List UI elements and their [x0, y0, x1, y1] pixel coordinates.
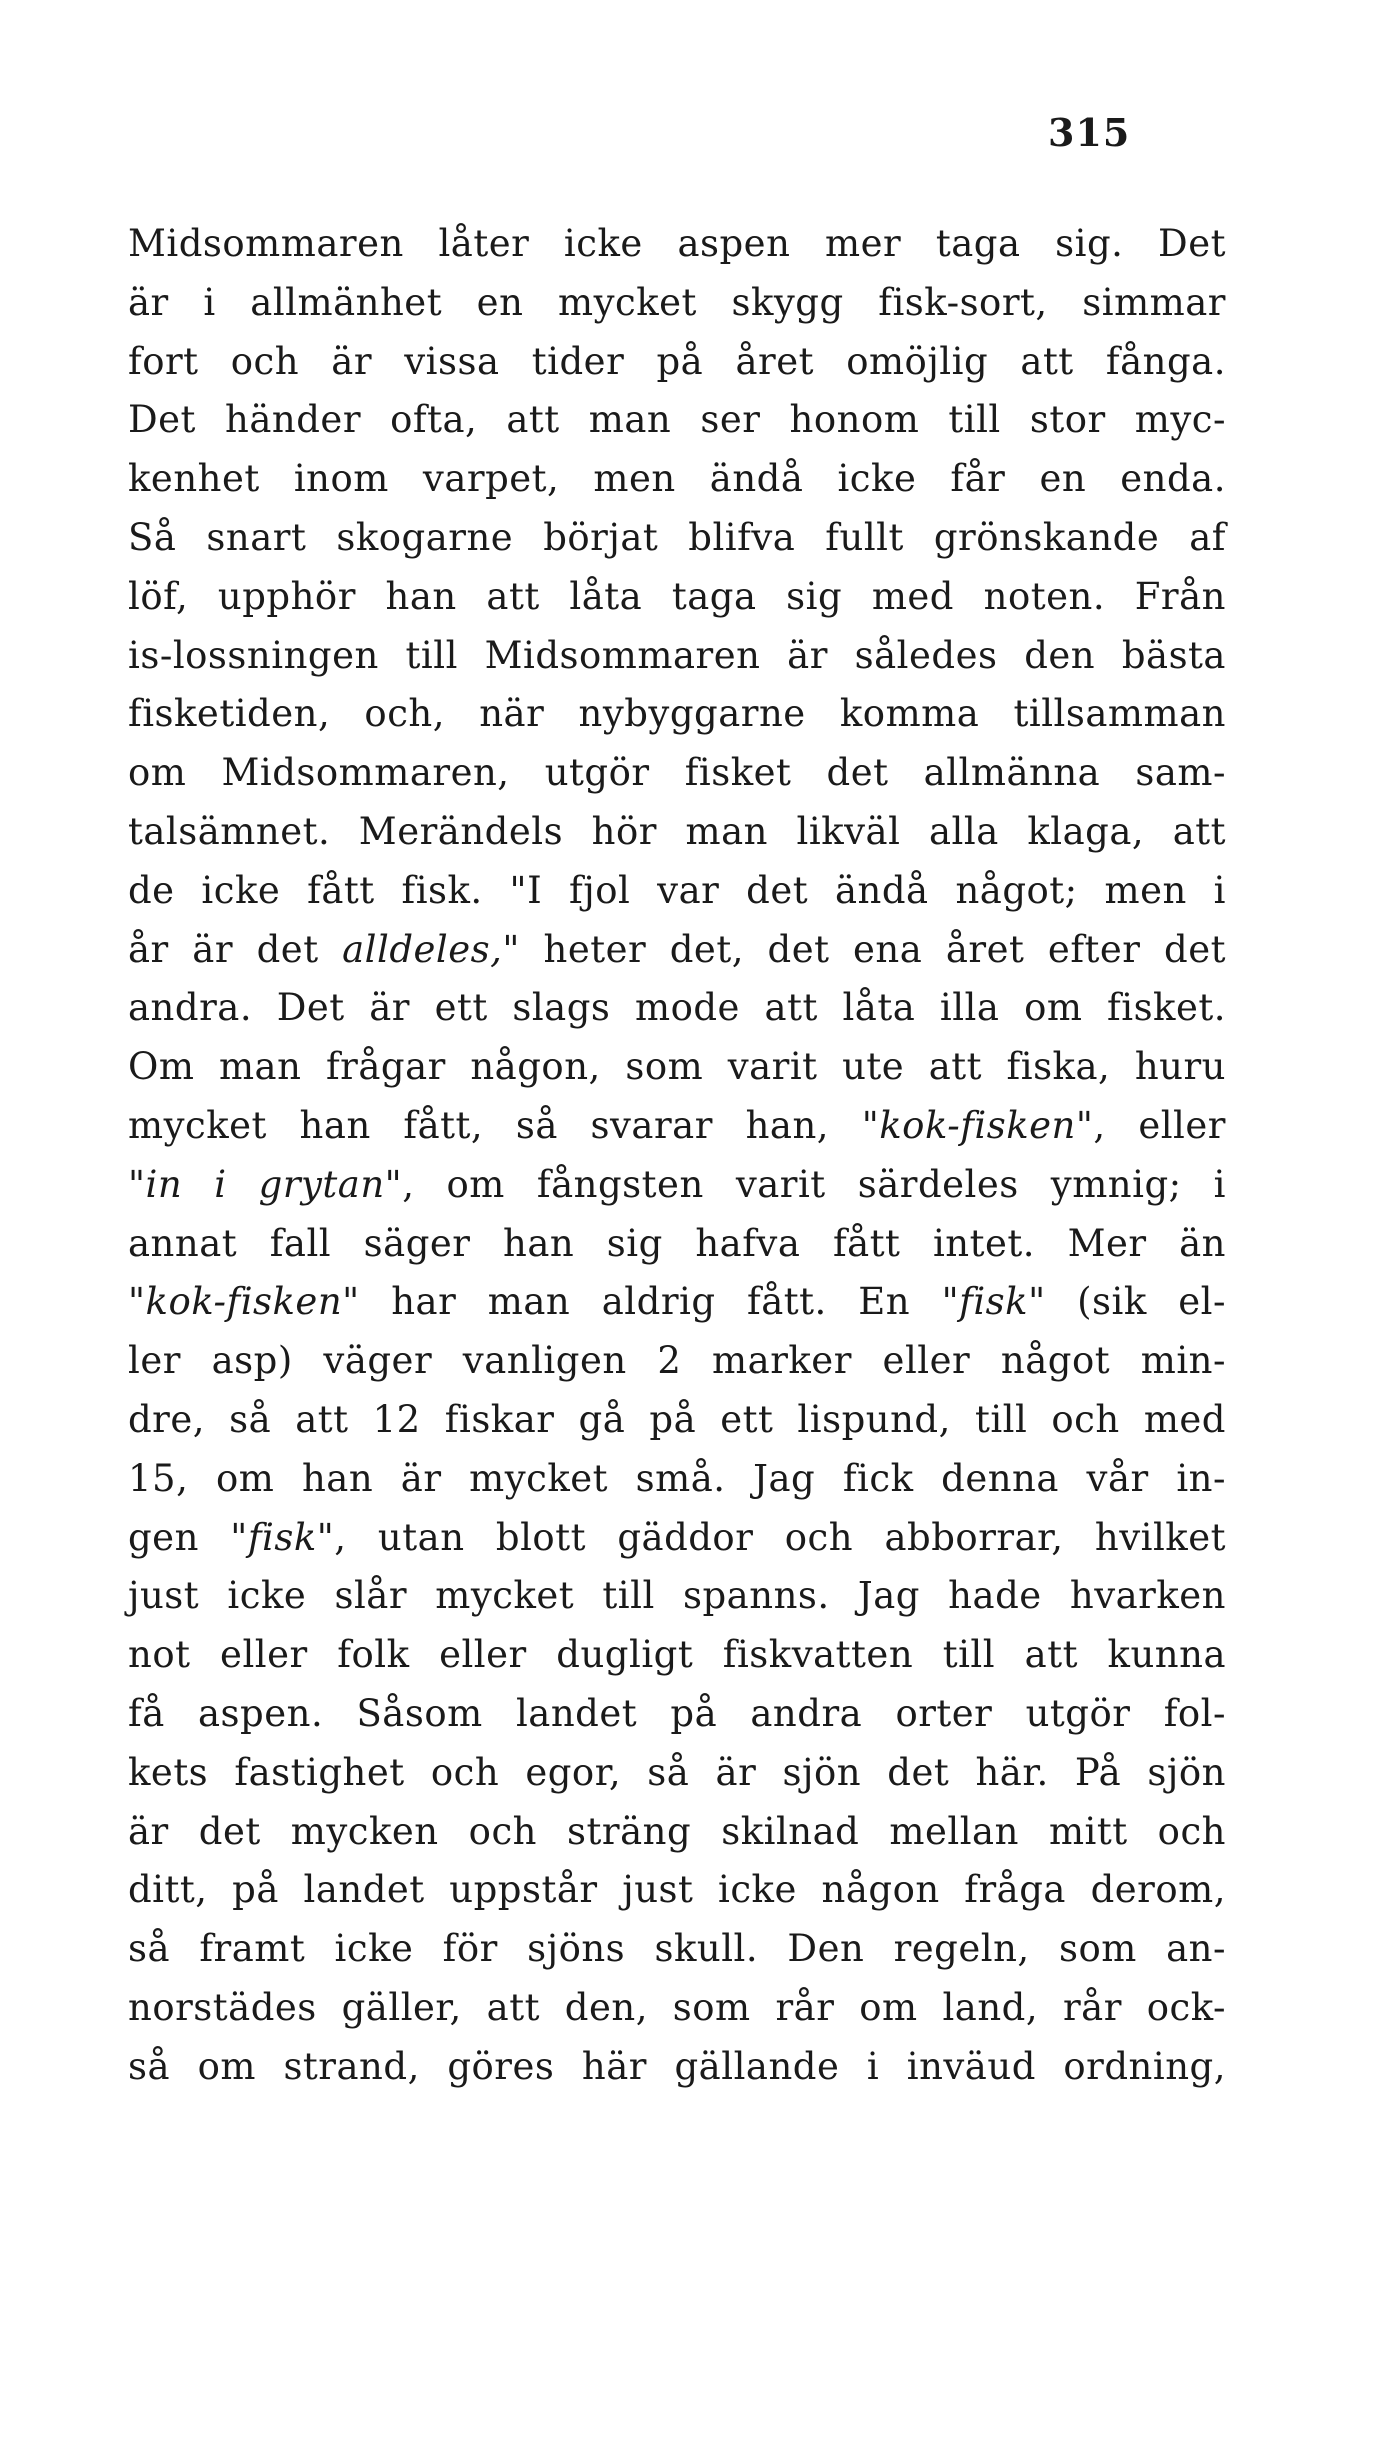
text-line — [128, 1097, 1226, 1156]
text-segment: annat fall säger han sig hafva fått intet. Mer än — [128, 1221, 1226, 1265]
text-line — [128, 1156, 1226, 1215]
text-segment: norstädes gäller, att den, som rår om land, rår ock- — [128, 1985, 1226, 2029]
text-line — [128, 215, 1226, 274]
text-segment: gen " — [128, 1515, 248, 1559]
text-line — [128, 274, 1226, 333]
text-line — [128, 1215, 1226, 1274]
text-segment: " — [128, 1280, 146, 1324]
text-line — [128, 1038, 1226, 1097]
text-line — [128, 1509, 1226, 1568]
text-segment: Så snart skogarne börjat blifva fullt grönskande af — [128, 515, 1226, 559]
text-segment: dre, så att 12 fiskar gå på ett lispund, till och med — [128, 1397, 1226, 1441]
text-line — [128, 1332, 1226, 1391]
text-line — [128, 333, 1226, 392]
text-segment: ditt, på landet uppstår just icke någon fråga derom, — [128, 1868, 1226, 1912]
text-segment: ", eller — [1075, 1103, 1226, 1147]
text-segment: så om strand, göres här gällande i inväud ordning, — [128, 2044, 1226, 2088]
text-line — [128, 744, 1226, 803]
text-segment: så framt icke för sjöns skull. Den regeln, som an- — [128, 1927, 1226, 1971]
text-line — [128, 1920, 1226, 1979]
text-line — [128, 1803, 1226, 1862]
text-segment: är i allmänhet en mycket skygg fisk-sort, simmar — [128, 280, 1226, 324]
page-number: 315 — [1048, 110, 1131, 155]
text-segment: ", utan blott gäddor och abborrar, hvilket — [316, 1515, 1226, 1559]
italic-phrase: fisk — [247, 1515, 317, 1559]
text-line — [128, 509, 1226, 568]
text-segment: ", om fångsten varit särdeles ymnig; i — [384, 1162, 1226, 1206]
text-line — [128, 685, 1226, 744]
text-segment: " heter det, det ena året efter det — [502, 927, 1226, 971]
text-segment: är det mycken och sträng skilnad mellan mitt och — [128, 1809, 1226, 1853]
text-segment: få aspen. Såsom landet på andra orter utgör fol- — [128, 1691, 1226, 1735]
body-text — [128, 215, 1226, 2097]
text-segment: talsämnet. Merändels hör man likväl alla klaga, att — [128, 809, 1226, 853]
text-segment: kets fastighet och egor, så är sjön det här. På sjön — [128, 1750, 1226, 1794]
text-segment: löf, upphör han att låta taga sig med noten. Från — [128, 574, 1226, 618]
text-segment: andra. Det är ett slags mode att låta illa om fisket. — [128, 986, 1226, 1030]
text-segment: Det händer ofta, att man ser honom till stor myc- — [128, 398, 1226, 442]
text-line — [128, 1567, 1226, 1626]
text-segment: fisketiden, och, när nybyggarne komma tillsamman — [128, 692, 1226, 736]
text-line — [128, 627, 1226, 686]
text-line — [128, 391, 1226, 450]
text-segment: Om man frågar någon, som varit ute att fiska, huru — [128, 1045, 1226, 1089]
text-line — [128, 803, 1226, 862]
italic-phrase: in i grytan — [145, 1162, 385, 1206]
text-segment: " har man aldrig fått. En " — [342, 1280, 960, 1324]
text-line — [128, 1450, 1226, 1509]
text-segment: de icke fått fisk. "I fjol var det ändå något; men i — [128, 868, 1226, 912]
italic-phrase: kok-fisken — [145, 1280, 343, 1324]
text-line — [128, 1626, 1226, 1685]
text-segment: år är det — [128, 927, 343, 971]
italic-phrase: alldeles, — [342, 927, 503, 971]
text-line — [128, 568, 1226, 627]
text-segment: Midsommaren låter icke aspen mer taga sig. Det — [128, 222, 1226, 265]
text-line — [128, 1273, 1226, 1332]
text-line — [128, 1685, 1226, 1744]
text-line — [128, 2038, 1226, 2097]
text-line — [128, 1861, 1226, 1920]
text-line — [128, 862, 1226, 921]
text-line — [128, 921, 1226, 980]
text-segment: " (sik el- — [1028, 1280, 1227, 1324]
text-line — [128, 1744, 1226, 1803]
text-segment: ler asp) väger vanligen 2 marker eller något min- — [128, 1339, 1226, 1383]
text-segment: kenhet inom varpet, men ändå icke får en enda. — [128, 457, 1226, 501]
text-segment: om Midsommaren, utgör fisket det allmänna sam- — [128, 751, 1226, 795]
text-segment: mycket han fått, så svarar han, " — [128, 1103, 880, 1147]
text-line — [128, 450, 1226, 509]
text-segment: 15, om han är mycket små. Jag fick denna vår in- — [128, 1456, 1226, 1500]
text-line — [128, 1979, 1226, 2038]
text-line — [128, 1391, 1226, 1450]
text-segment: " — [128, 1162, 146, 1206]
italic-phrase: fisk — [959, 1280, 1029, 1324]
text-line — [128, 979, 1226, 1038]
text-segment: fort och är vissa tider på året omöjlig att fånga. — [128, 339, 1226, 383]
text-segment: just icke slår mycket till spanns. Jag hade hvarken — [128, 1574, 1226, 1618]
italic-phrase: kok-fisken — [879, 1103, 1076, 1147]
text-segment: is-lossningen till Midsommaren är således den bästa — [128, 633, 1226, 677]
text-segment: not eller folk eller dugligt fiskvatten till att kunna — [128, 1633, 1226, 1677]
